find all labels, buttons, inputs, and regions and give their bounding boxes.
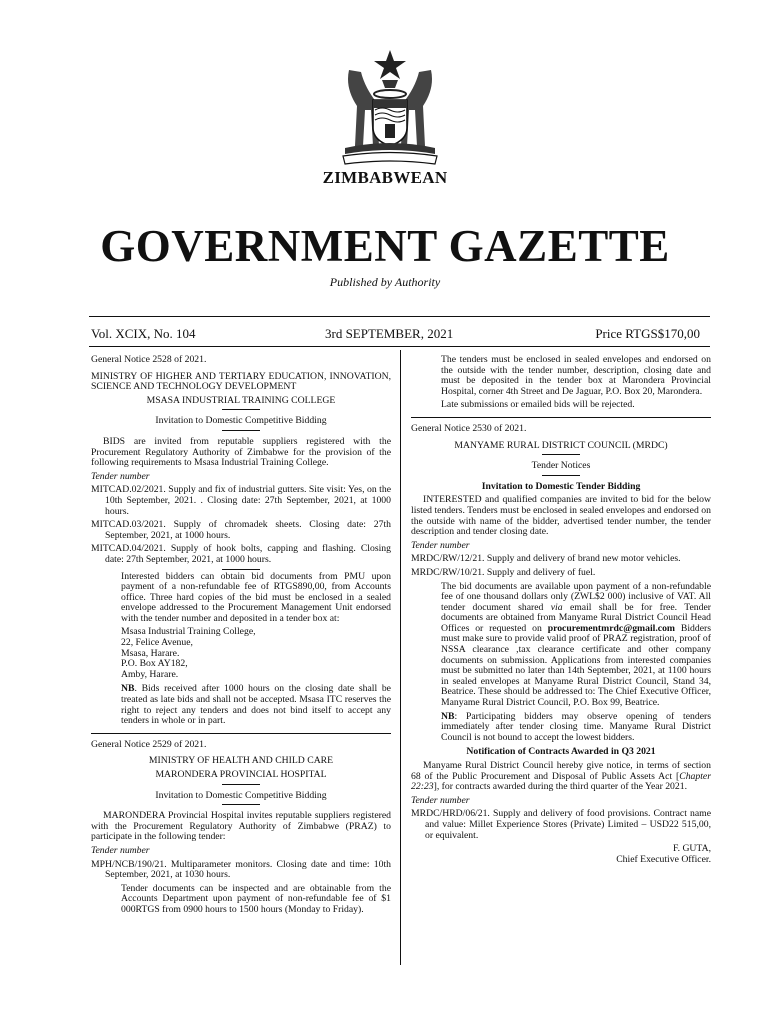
notice-number: General Notice 2529 of 2021. xyxy=(91,738,207,750)
notice-2529 xyxy=(91,740,391,916)
tender-number-label: Tender number xyxy=(411,539,470,551)
bid-details-text: email shall be for free. Tender documents are obtained from Manyame Rural District Council Head Offices or requested on xyxy=(441,601,711,634)
nb-text: : Participating bidders may observe opening of tenders immediately after tender closing time. Manyame Rural District Council is not bound to accept the lowest bidders. xyxy=(441,710,711,743)
notice-number: General Notice 2528 of 2021. xyxy=(91,354,207,365)
nb-label: NB xyxy=(441,710,455,722)
left-column xyxy=(91,355,391,919)
notice-separator xyxy=(411,417,711,418)
bid-details-via: via xyxy=(550,601,563,613)
divider xyxy=(222,409,260,410)
awards-text: Manyame Rural District Council hereby give notice, in terms of section 68 of the Public Procurement and Disposal of Public Assets Act [ xyxy=(411,760,711,782)
divider xyxy=(222,430,260,431)
bid-details: Interested bidders can obtain bid documents from PMU upon payment of a non-refundable fee of RTGS890,00, from Accounts office. Three hard copies of the bid must be enclosed in a sealed envelope addressed to the Procurement Management Unit endorsed with the tender number and deposited in a tender box at: xyxy=(121,570,391,624)
divider xyxy=(222,804,260,805)
tender-item: MITCAD.04/2021. Supply of hook bolts, capping and flashing. Closing date: 27th September, 2021, at 1000 hours. xyxy=(91,543,391,565)
institution-heading: MSASA INDUSTRIAL TRAINING COLLEGE xyxy=(146,394,336,406)
tender-notices-heading: Tender Notices xyxy=(531,460,591,472)
gazette-subtitle: Published by Authority xyxy=(329,275,441,289)
gazette-title: GOVERNMENT GAZETTE xyxy=(100,221,670,271)
coat-of-arms-emblem xyxy=(335,48,445,166)
bid-details xyxy=(411,582,711,709)
column-divider xyxy=(400,350,401,965)
issue-date: 3rd SEPTEMBER, 2021 xyxy=(325,326,454,341)
bid-details-text: Bidders must make sure to provide valid proof of PRAZ registration, proof of NSSA clearance ,tax clearance certificate and other company documents on submission. Applications from interested companies must be submitted no later than 14th September, 2021, at 1100 hours in sealed envelopes at Manyame Rural District Council, Stand 34, Beatrice. These should be addressed to: The Chief Executive Officer, Manyame Rural District Council, P.O. Box 99, Beatrice. xyxy=(441,622,711,709)
divider xyxy=(222,569,260,570)
address-line: Amby, Harare. xyxy=(121,668,179,680)
masthead-bottom-rule xyxy=(89,346,710,347)
notice-intro: INTERESTED and qualified companies are invited to bid for the below listed tenders. Tenders must be enclosed in sealed envelopes and endorsed on the outside with name of the bidder, advertised tender number, the tender description and tender closing date. xyxy=(411,494,711,538)
address-line: Msasa, Harare. xyxy=(121,647,180,659)
nb-text: . Bids received after 1000 hours on the closing date shall be treated as late bids and shall not be accepted. Msasa ITC reserves the right to reject any tenders and does not bind itself to accept any tenders in whole or in part. xyxy=(121,683,391,727)
bid-details-text: The bid documents are available upon payment of a non-refundable fee of one thousand dollars only (ZWL$2 000) inclusive of VAT. All tender document shared xyxy=(441,580,711,613)
notice-number: General Notice 2530 of 2021. xyxy=(411,422,527,434)
awarded-contract: MRDC/HRD/06/21. Supply and delivery of food provisions. Contract name and value: Millet Experience Stores (Private) Limited – USD22 515,00, or equivalent. xyxy=(411,808,711,841)
issue-volume: Vol. XCIX, No. 104 xyxy=(91,326,196,341)
tender-item: MRDC/RW/12/21. Supply and delivery of brand new motor vehicles. xyxy=(411,553,681,565)
gazette-country: ZIMBABWEAN xyxy=(322,168,448,187)
nb-note xyxy=(411,712,711,744)
tender-number-label: Tender number xyxy=(91,844,150,856)
tender-number-label: Tender number xyxy=(411,794,470,806)
ministry-heading: MINISTRY OF HIGHER AND TERTIARY EDUCATION, INNOVATION, SCIENCE AND TECHNOLOGY DEVELOPMENT xyxy=(91,370,391,393)
nb-note xyxy=(91,684,391,726)
tender-number-label: Tender number xyxy=(91,470,150,482)
awards-text: ], for contracts awarded during the third quarter of the Year 2021. xyxy=(433,781,688,793)
notice-2530 xyxy=(411,424,711,865)
tender-item: MPH/NCB/190/21. Multiparameter monitors. Closing date and time: 10th September, 2021, at 1030 hours. xyxy=(91,858,391,881)
bid-details: Tender documents can be inspected and are obtainable from the Accounts Department upon payment of non-refundable fee of $1 000RTGS from 0900 hours to 1500 hours (Monday to Friday). xyxy=(121,882,391,915)
right-column xyxy=(411,355,711,865)
divider xyxy=(222,784,260,785)
signatory-title: Chief Executive Officer. xyxy=(616,853,711,865)
notice-intro: BIDS are invited from reputable suppliers registered with the Procurement Regulatory Authority of Zimbabwe for the provision of the following requirements to Msasa Industrial Training College. xyxy=(91,435,391,469)
address-line: P.O. Box AY182, xyxy=(121,658,188,670)
council-heading: MANYAME RURAL DISTRICT COUNCIL (MRDC) xyxy=(454,439,668,451)
institution-heading: MARONDERA PROVINCIAL HOSPITAL xyxy=(155,769,327,780)
tender-item: MITCAD.03/2021. Supply of chromadek sheets. Closing date: 27th September, 2021, at 1000 hours. xyxy=(91,519,391,541)
address-line: Msasa Industrial Training College, xyxy=(121,626,256,638)
awards-heading: Notification of Contracts Awarded in Q3 2021 xyxy=(466,746,656,758)
invitation-heading: Invitation to Domestic Competitive Bidding xyxy=(155,789,327,801)
awards-intro xyxy=(411,761,711,793)
late-submission-note: Late submissions or emailed bids will be rejected. xyxy=(441,399,635,411)
address-line: 22, Felice Avenue, xyxy=(121,637,193,649)
invitation-heading: Invitation to Domestic Tender Bidding xyxy=(481,480,641,492)
divider xyxy=(542,475,580,476)
notice-separator xyxy=(91,733,391,734)
tender-item: MRDC/RW/10/21. Supply and delivery of fuel. xyxy=(411,566,596,578)
tender-item: MITCAD.02/2021. Supply and fix of industrial gutters. Site visit: Yes, on the 10th September, 2021. . Closing date: 27th September, 2021, at 1000 hours. xyxy=(91,484,391,517)
divider xyxy=(542,454,580,455)
invitation-heading: Invitation to Domestic Competitive Bidding xyxy=(155,415,327,427)
issue-info-row xyxy=(89,326,710,344)
procurement-email: procurementmrdc@gmail.com xyxy=(547,622,675,634)
awards-chapter: Chapter 22:23 xyxy=(411,770,711,793)
notice-2528 xyxy=(91,355,391,727)
masthead-top-rule xyxy=(89,316,710,317)
submission-instructions: The tenders must be enclosed in sealed envelopes and endorsed on the outside with the tender number, description, closing date and must be deposited in the tender box at Marondera Provincial Hospital, corner 4th Street and De Jaguar, P.O. Box 20, Marondera. xyxy=(441,354,711,397)
signatory-name: F. GUTA, xyxy=(672,843,711,855)
notice-2529-continued xyxy=(411,355,711,411)
nb-label: NB xyxy=(121,683,135,695)
ministry-heading: MINISTRY OF HEALTH AND CHILD CARE xyxy=(148,755,334,767)
issue-price: Price RTGS$170,00 xyxy=(595,326,700,341)
notice-intro: MARONDERA Provincial Hospital invites reputable suppliers registered with the Procurement Regulatory Authority of Zimbabwe (PRAZ) to participate in the following tender: xyxy=(91,810,391,843)
